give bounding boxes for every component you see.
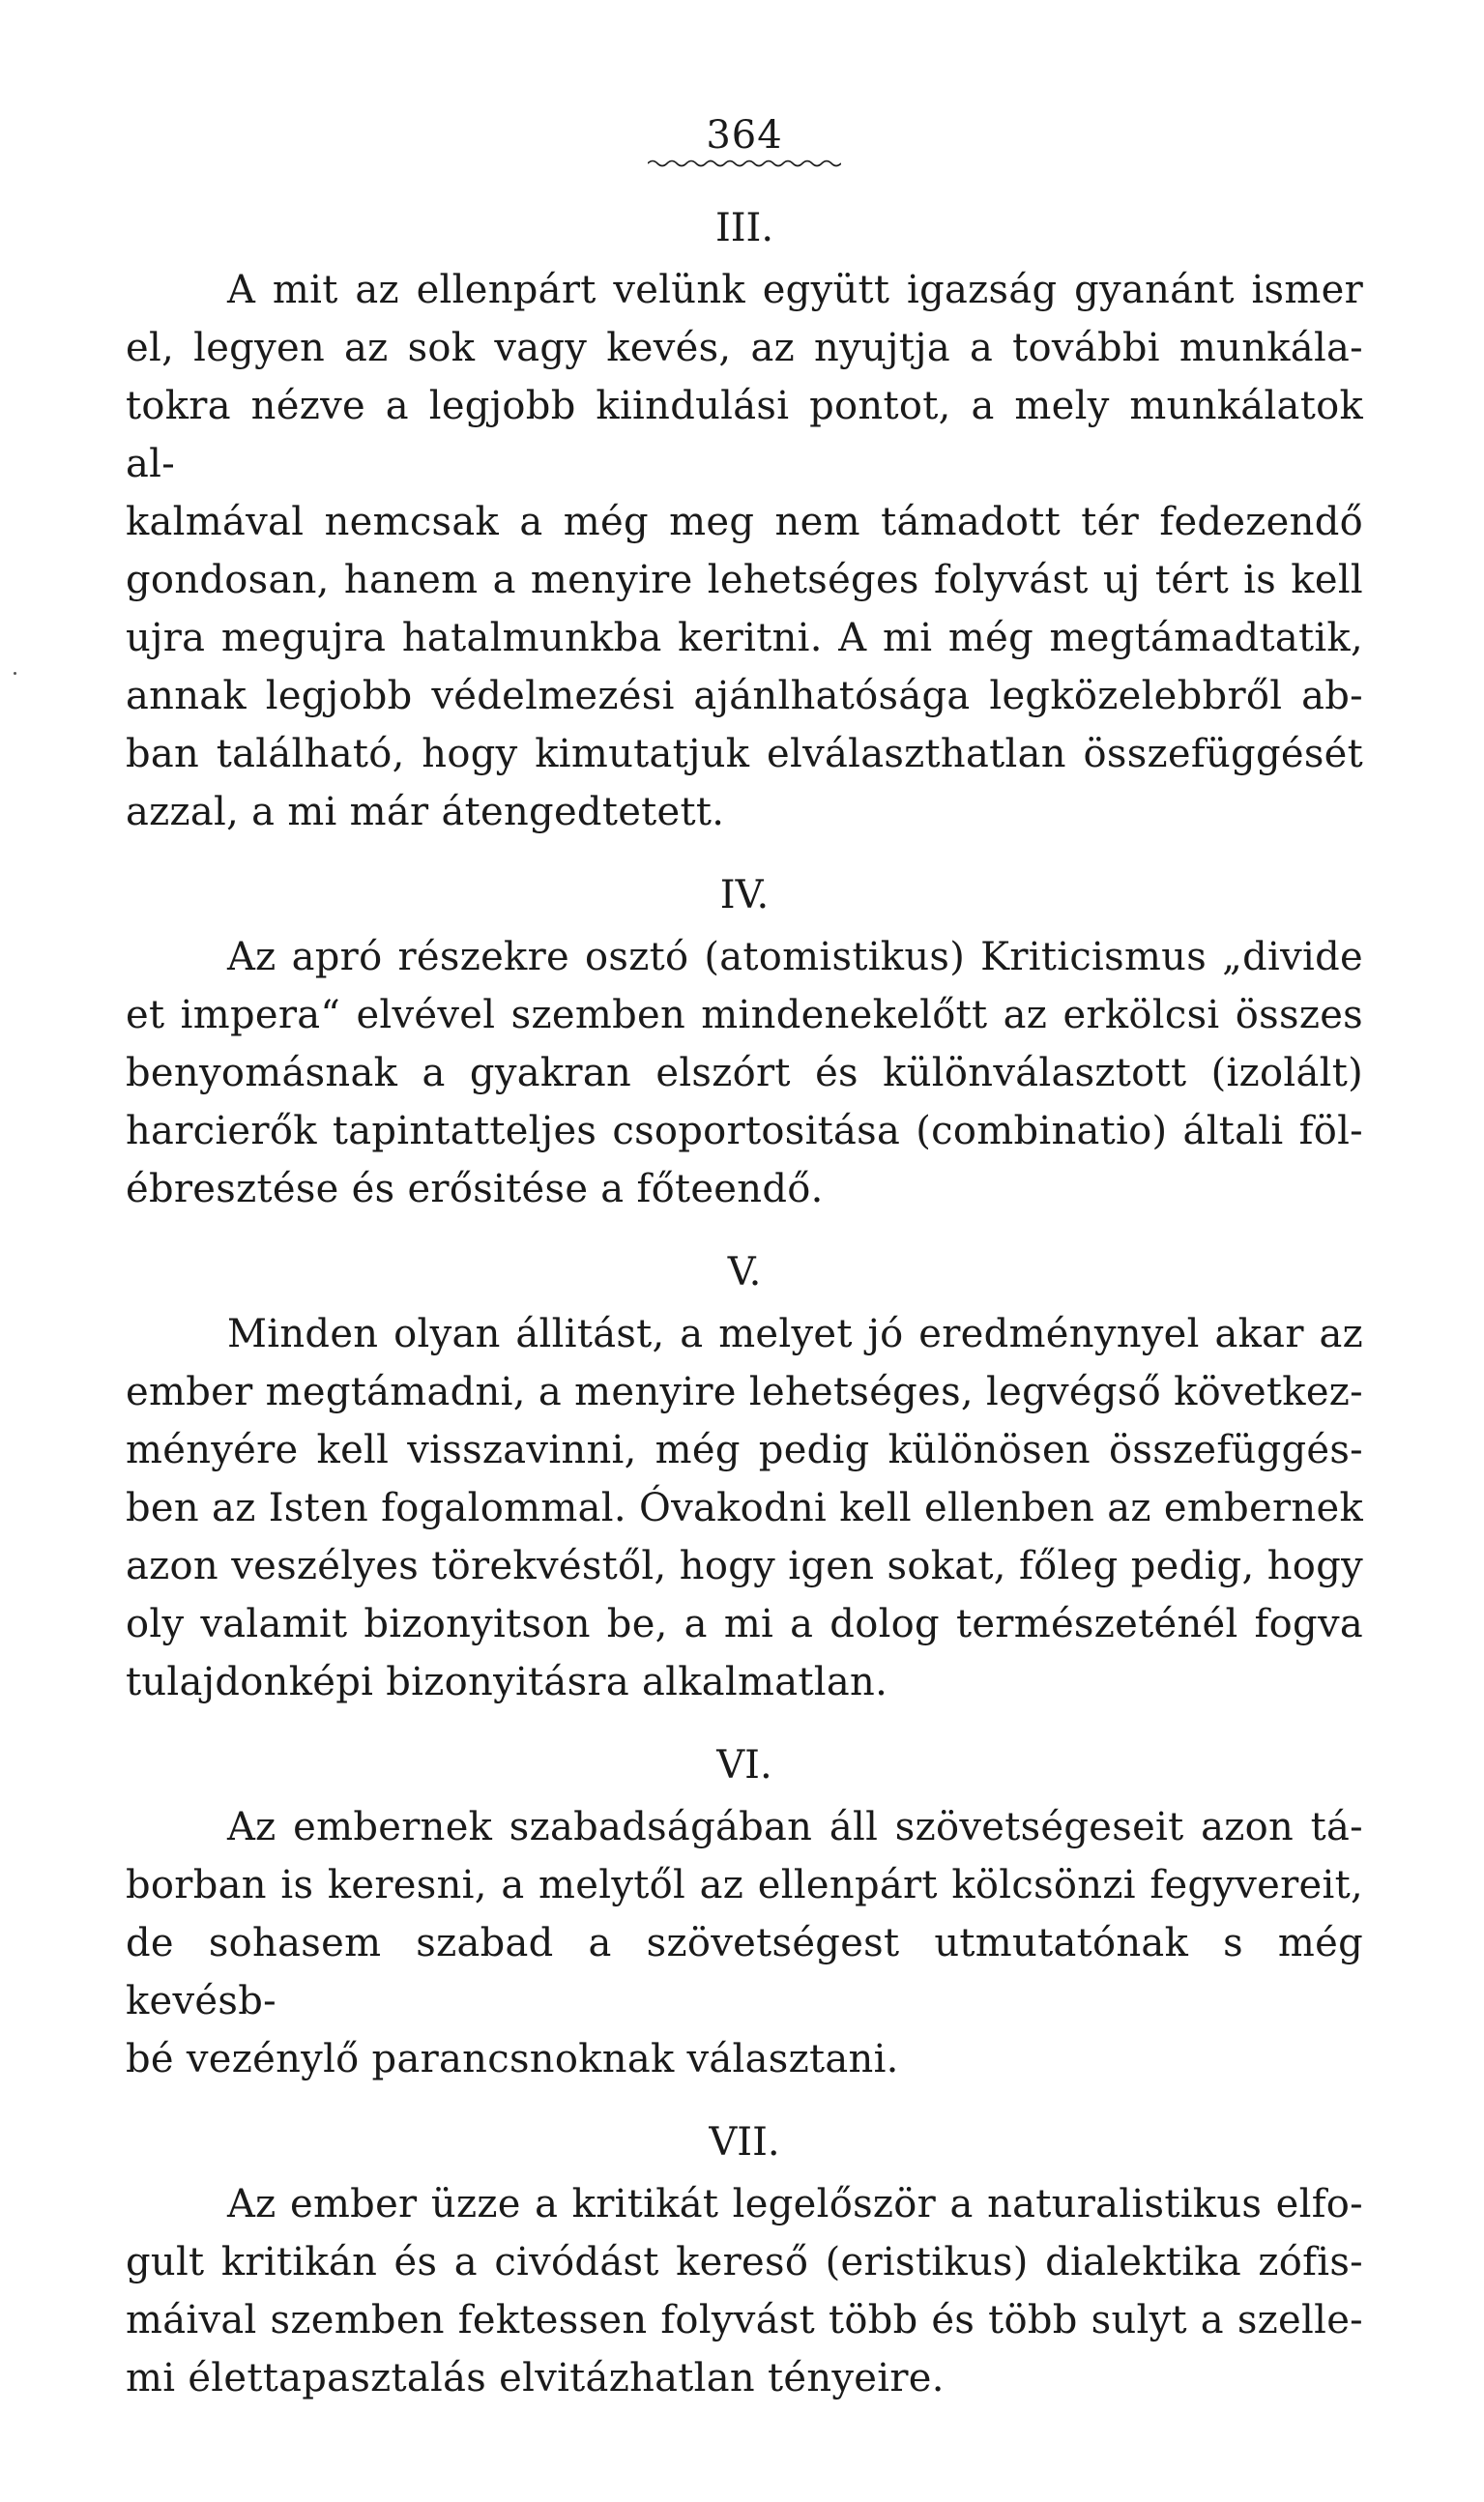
text-line: A mit az ellenpárt velünk együtt igazság gyanánt ismer	[227, 268, 1363, 312]
text-line: Az apró részekre osztó (atomistikus) Kriticismus „divide	[227, 935, 1363, 979]
text-line: azzal, a mi már átengedtetett.	[126, 790, 725, 834]
section-paragraph	[126, 928, 1363, 1218]
section-paragraph	[126, 261, 1363, 841]
text-line: azon veszélyes törekvéstől, hogy igen sokat, főleg pedig, hogy	[126, 1544, 1363, 1588]
text-line: ményére kell visszavinni, még pedig különösen összefüggés-	[126, 1428, 1363, 1472]
page-number: 364	[706, 113, 783, 158]
text-line: bé vezénylő parancsnoknak választani.	[126, 2037, 899, 2081]
text-line: ban található, hogy kimutatjuk elválaszthatlan összefüggését	[126, 732, 1363, 776]
text-line: de sohasem szabad a szövetségest utmutatónak s még kevésb-	[126, 1921, 1363, 2023]
text-line: benyomásnak a gyakran elszórt és különválasztott (izolált)	[126, 1051, 1363, 1095]
sections-container	[126, 205, 1363, 2407]
text-line: gult kritikán és a civódást kereső (eristikus) dialektika zófis-	[126, 2240, 1363, 2284]
text-line: ébresztése és erősitése a főteendő.	[126, 1167, 824, 1211]
text-line: tulajdonképi bizonyitásra alkalmatlan.	[126, 1660, 888, 1704]
book-page	[126, 113, 1363, 2438]
text-line: máival szemben fektessen folyvást több és több sulyt a szelle-	[126, 2298, 1363, 2342]
section-heading: VII.	[709, 2120, 780, 2165]
text-line: Az embernek szabadságában áll szövetségeseit azon tá-	[227, 1805, 1363, 1849]
text-line: kalmával nemcsak a még meg nem támadott tér fedezendő	[126, 500, 1363, 544]
section-paragraph	[126, 1305, 1363, 1711]
text-line: harcierők tapintatteljes csoportositása (combinatio) általi föl-	[126, 1109, 1363, 1153]
margin-mark	[14, 672, 16, 675]
text-line: ben az Isten fogalommal. Óvakodni kell ellenben az embernek	[126, 1486, 1363, 1530]
text-line: Az ember üzze a kritikát legelőször a naturalistikus elfo-	[227, 2182, 1363, 2226]
section-heading: IV.	[719, 873, 770, 917]
text-line: borban is keresni, a melytől az ellenpárt kölcsönzi fegyvereit,	[126, 1863, 1363, 1907]
text-line: ember megtámadni, a menyire lehetséges, legvégső következ-	[126, 1370, 1363, 1414]
text-line: et impera“ elvével szemben mindenekelőtt az erkölcsi összes	[126, 993, 1363, 1037]
section-heading: V.	[727, 1250, 762, 1295]
text-line: Minden olyan állitást, a melyet jó eredménynyel akar az	[227, 1312, 1363, 1356]
section-paragraph	[126, 2175, 1363, 2407]
text-line: ujra megujra hatalmunkba keritni. A mi még megtámadtatik,	[126, 616, 1363, 660]
text-line: oly valamit bizonyitson be, a mi a dolog természeténél fogva	[126, 1602, 1363, 1646]
wavy-rule-ornament	[648, 159, 841, 168]
section-heading: VI.	[716, 1743, 772, 1788]
text-line: tokra nézve a legjobb kiindulási pontot, a mely munkálatok al-	[126, 384, 1363, 486]
section-heading: III.	[714, 206, 774, 250]
text-line: mi élettapasztalás elvitázhatlan tényeire.	[126, 2356, 945, 2400]
section-paragraph	[126, 1798, 1363, 2088]
text-line: el, legyen az sok vagy kevés, az nyujtja a további munkála-	[126, 326, 1363, 370]
text-line: annak legjobb védelmezési ajánlhatósága legközelebbről ab-	[126, 674, 1363, 718]
text-line: gondosan, hanem a menyire lehetséges folyvást uj tért is kell	[126, 558, 1363, 602]
